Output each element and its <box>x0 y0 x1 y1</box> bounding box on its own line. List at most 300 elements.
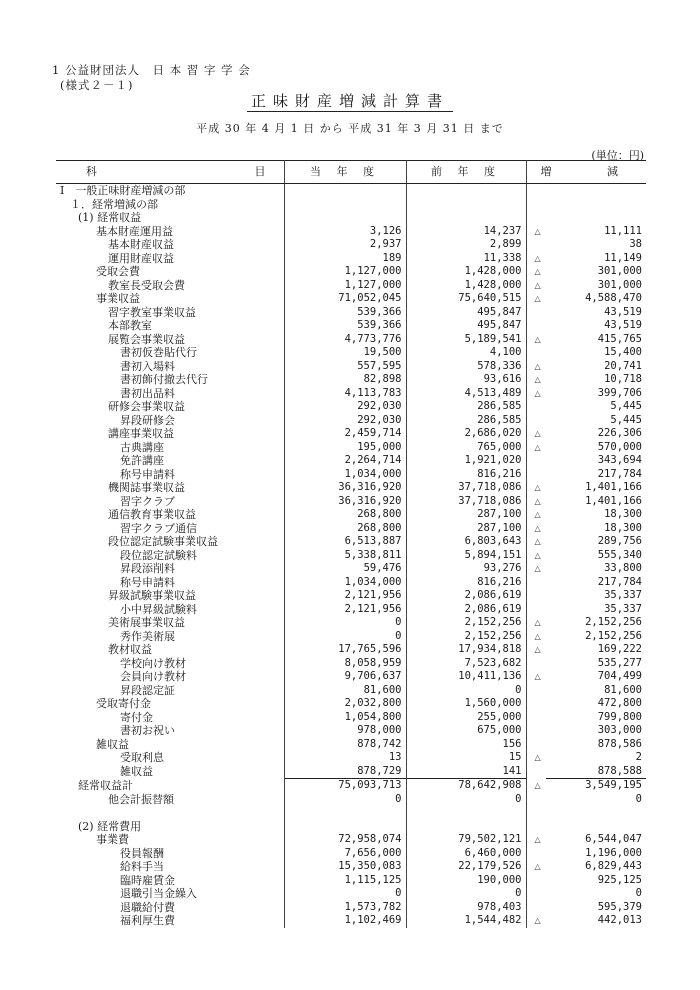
table-row <box>56 292 646 306</box>
table-row <box>56 306 646 320</box>
current-year-value: 6,513,887 <box>284 535 406 549</box>
current-year-value: 539,366 <box>284 319 406 333</box>
document-title: 正味財産増減計算書 <box>0 90 700 111</box>
current-year-value <box>284 820 406 834</box>
unit-label: (単位：円) <box>591 149 644 162</box>
prior-year-value: 2,086,619 <box>406 589 526 603</box>
change-value: 399,706 <box>597 386 642 399</box>
table-row <box>56 751 646 765</box>
prior-year-value: 78,642,908 <box>406 779 526 793</box>
prior-year-value: 37,718,086 <box>406 495 526 509</box>
col-header-change <box>526 161 646 184</box>
decrease-mark <box>526 589 546 603</box>
decrease-mark: △ <box>534 375 541 384</box>
change-value: 343,694 <box>597 454 642 466</box>
prior-year-value: 816,216 <box>406 576 526 590</box>
current-year-value: 19,500 <box>284 346 406 360</box>
table-row <box>56 860 646 874</box>
current-year-value: 268,800 <box>284 522 406 536</box>
table-row <box>56 901 646 915</box>
prior-year-value: 286,585 <box>406 400 526 414</box>
change-value: 301,000 <box>597 278 642 291</box>
current-year-value: 2,264,714 <box>284 454 406 468</box>
prior-year-value: 1,428,000 <box>406 265 526 279</box>
decrease-mark <box>526 346 546 360</box>
change-value: 301,000 <box>597 265 642 277</box>
decrease-mark <box>526 806 546 820</box>
table-row <box>56 198 646 212</box>
decrease-mark: △ <box>534 267 541 276</box>
decrease-mark <box>526 724 546 738</box>
prior-year-value: 2,152,256 <box>406 630 526 644</box>
prior-year-value: 141 <box>406 765 526 779</box>
table-row <box>56 522 646 536</box>
decrease-mark <box>526 847 546 861</box>
current-year-value: 1,054,800 <box>284 711 406 725</box>
decrease-mark: △ <box>534 523 541 533</box>
table-row <box>56 373 646 387</box>
current-year-value: 189 <box>284 252 406 266</box>
row-label: 運用財産収益 <box>56 252 284 266</box>
change-value: 0 <box>635 887 642 899</box>
col-header-change-a: 増 <box>540 165 558 178</box>
current-year-value: 539,366 <box>284 306 406 320</box>
row-label: 段位認定試験事業収益 <box>56 535 284 549</box>
prior-year-value: 1,428,000 <box>406 279 526 293</box>
col-header-prior: 前 年 度 <box>406 161 526 184</box>
prior-year-value: 286,585 <box>406 414 526 428</box>
table-row <box>56 319 646 333</box>
decrease-mark: △ <box>534 672 541 681</box>
row-label: 退職引当金繰入 <box>56 887 284 901</box>
decrease-mark <box>526 468 546 482</box>
decrease-mark: △ <box>534 550 541 560</box>
change-value <box>546 184 646 198</box>
prior-year-value: 1,544,482 <box>406 914 526 928</box>
row-label: 通信教育事業収益 <box>56 508 284 522</box>
change-value: 18,300 <box>604 521 642 534</box>
current-year-value: 8,058,959 <box>284 657 406 671</box>
prior-year-value: 816,216 <box>406 468 526 482</box>
row-label: 給料手当 <box>56 860 284 874</box>
current-year-value: 4,113,783 <box>284 387 406 401</box>
current-year-value: 82,898 <box>284 373 406 387</box>
row-label: 本部教室 <box>56 319 284 333</box>
row-label: 書初お祝い <box>56 724 284 738</box>
prior-year-value: 14,237 <box>406 225 526 239</box>
table-row <box>56 793 646 807</box>
change-value: 535,277 <box>597 656 642 669</box>
current-year-value: 2,459,714 <box>284 427 406 441</box>
table-row <box>56 576 646 590</box>
table-row <box>56 711 646 725</box>
decrease-mark: △ <box>534 862 541 871</box>
current-year-value: 978,000 <box>284 724 406 738</box>
row-label: 書初入場料 <box>56 360 284 374</box>
decrease-mark: △ <box>534 645 541 654</box>
row-label: 免許講座 <box>56 454 284 468</box>
row-label: 臨時雇賃金 <box>56 874 284 888</box>
current-year-value: 9,706,637 <box>284 670 406 684</box>
prior-year-value: 2,086,619 <box>406 603 526 617</box>
change-value: 43,519 <box>604 319 642 331</box>
form-number: (様式２－１) <box>60 78 134 92</box>
row-label: Ⅰ 一般正味財産増減の部 <box>56 184 284 198</box>
row-label: 美術展事業収益 <box>56 616 284 630</box>
table-row <box>56 184 646 198</box>
table-row <box>56 508 646 522</box>
current-year-value: 1,127,000 <box>284 279 406 293</box>
current-year-value: 557,595 <box>284 360 406 374</box>
change-value: 6,544,047 <box>585 833 642 845</box>
row-label: 会員向け教材 <box>56 670 284 684</box>
current-year-value: 268,800 <box>284 508 406 522</box>
table-row <box>56 603 646 617</box>
row-label: 事業収益 <box>56 292 284 306</box>
table-row <box>56 279 646 293</box>
prior-year-value: 978,403 <box>406 901 526 915</box>
table-row <box>56 562 646 576</box>
decrease-mark: △ <box>534 564 541 573</box>
prior-year-value: 4,513,489 <box>406 387 526 401</box>
prior-year-value: 0 <box>406 684 526 698</box>
current-year-value: 878,742 <box>284 738 406 752</box>
decrease-mark: △ <box>534 361 541 371</box>
table-row <box>56 400 646 414</box>
row-label: 秀作美術展 <box>56 630 284 644</box>
row-label: 受取利息 <box>56 751 284 765</box>
decrease-mark: △ <box>534 618 541 627</box>
prior-year-value <box>406 211 526 225</box>
change-value: 43,519 <box>604 305 642 318</box>
change-value: 415,765 <box>597 332 642 345</box>
current-year-value: 1,034,000 <box>284 576 406 590</box>
change-value: 38 <box>629 238 642 250</box>
table-row <box>56 847 646 861</box>
change-value: 570,000 <box>597 440 642 453</box>
current-year-value: 1,102,469 <box>284 914 406 928</box>
table-row <box>56 211 646 225</box>
prior-year-value: 10,411,136 <box>406 670 526 684</box>
current-year-value: 72,958,074 <box>284 833 406 847</box>
prior-year-value <box>406 820 526 834</box>
current-year-value: 75,093,713 <box>284 779 406 793</box>
prior-year-value: 75,640,515 <box>406 292 526 306</box>
change-value: 5,445 <box>610 400 642 412</box>
prior-year-value: 0 <box>406 793 526 807</box>
row-label: 古典講座 <box>56 441 284 455</box>
table-row <box>56 820 646 834</box>
change-value: 20,741 <box>604 359 642 372</box>
current-year-value <box>284 198 406 212</box>
current-year-value <box>284 184 406 198</box>
decrease-mark <box>526 211 546 225</box>
decrease-mark <box>526 765 546 779</box>
table-row <box>56 427 646 441</box>
row-label: 書初仮巻貼代行 <box>56 346 284 360</box>
table-row <box>56 874 646 888</box>
decrease-mark <box>526 738 546 752</box>
decrease-mark <box>526 454 546 468</box>
decrease-mark: △ <box>534 496 541 506</box>
prior-year-value: 495,847 <box>406 306 526 320</box>
current-year-value: 36,316,920 <box>284 495 406 509</box>
decrease-mark <box>526 603 546 617</box>
change-value: 217,784 <box>597 467 642 480</box>
row-label: １．経常増減の部 <box>56 198 284 212</box>
current-year-value: 17,765,596 <box>284 643 406 657</box>
decrease-mark: △ <box>534 388 541 398</box>
prior-year-value: 2,686,020 <box>406 427 526 441</box>
decrease-mark <box>526 684 546 698</box>
change-value: 1,401,166 <box>585 481 642 493</box>
prior-year-value: 6,803,643 <box>406 535 526 549</box>
change-value: 925,125 <box>597 873 642 886</box>
decrease-mark <box>526 657 546 671</box>
prior-year-value: 5,189,541 <box>406 333 526 347</box>
table-row <box>56 346 646 360</box>
decrease-mark: △ <box>534 429 541 438</box>
table-row <box>56 360 646 374</box>
decrease-mark <box>526 198 546 212</box>
table-row <box>56 670 646 684</box>
change-value: 217,784 <box>597 575 642 588</box>
change-value: 35,337 <box>604 589 642 601</box>
table-row <box>56 481 646 495</box>
table-row <box>56 616 646 630</box>
decrease-mark <box>526 400 546 414</box>
current-year-value: 15,350,083 <box>284 860 406 874</box>
table-header-row <box>56 161 646 184</box>
change-value: 878,586 <box>597 737 642 750</box>
prior-year-value: 1,921,020 <box>406 454 526 468</box>
decrease-mark <box>526 887 546 901</box>
change-value: 10,718 <box>604 373 642 385</box>
change-value: 169,222 <box>597 643 642 655</box>
prior-year-value: 15 <box>406 751 526 765</box>
change-value: 0 <box>635 792 642 805</box>
row-label: 昇段認定証 <box>56 684 284 698</box>
col-header-subject <box>56 161 284 184</box>
current-year-value: 5,338,811 <box>284 549 406 563</box>
col-header-change-b: 減 <box>607 165 624 178</box>
decrease-mark: △ <box>534 294 541 303</box>
prior-year-value <box>406 806 526 820</box>
prior-year-value: 0 <box>406 887 526 901</box>
current-year-value: 81,600 <box>284 684 406 698</box>
table-row <box>56 833 646 847</box>
row-label: 雑収益 <box>56 765 284 779</box>
decrease-mark <box>526 820 546 834</box>
change-value: 472,800 <box>597 697 642 709</box>
prior-year-value: 765,000 <box>406 441 526 455</box>
change-value: 555,340 <box>597 548 642 561</box>
row-label: 研修会事業収益 <box>56 400 284 414</box>
prior-year-value: 287,100 <box>406 522 526 536</box>
current-year-value <box>284 211 406 225</box>
change-value: 81,600 <box>604 683 642 696</box>
row-label: 福利厚生費 <box>56 914 284 928</box>
change-value: 704,499 <box>597 670 642 682</box>
prior-year-value: 190,000 <box>406 874 526 888</box>
current-year-value: 0 <box>284 887 406 901</box>
table-row <box>56 414 646 428</box>
row-label: 称号申請料 <box>56 468 284 482</box>
table-row <box>56 697 646 711</box>
prior-year-value: 93,276 <box>406 562 526 576</box>
current-year-value: 59,476 <box>284 562 406 576</box>
prior-year-value: 17,934,818 <box>406 643 526 657</box>
decrease-mark <box>526 184 546 198</box>
decrease-mark: △ <box>534 510 541 519</box>
current-year-value: 1,115,125 <box>284 874 406 888</box>
decrease-mark: △ <box>534 835 541 844</box>
table-row <box>56 387 646 401</box>
prior-year-value: 37,718,086 <box>406 481 526 495</box>
change-value: 289,756 <box>597 535 642 547</box>
current-year-value: 0 <box>284 630 406 644</box>
row-label: (2) 経常費用 <box>56 820 284 834</box>
row-label: 基本財産収益 <box>56 238 284 252</box>
decrease-mark: △ <box>534 780 541 790</box>
change-value: 4,588,470 <box>585 292 642 304</box>
current-year-value: 2,121,956 <box>284 603 406 617</box>
current-year-value: 292,030 <box>284 400 406 414</box>
row-label: 退職給付費 <box>56 901 284 915</box>
current-year-value: 195,000 <box>284 441 406 455</box>
prior-year-value: 2,152,256 <box>406 616 526 630</box>
change-value: 35,337 <box>604 602 642 615</box>
current-year-value: 0 <box>284 616 406 630</box>
current-year-value: 292,030 <box>284 414 406 428</box>
change-value <box>546 820 646 834</box>
row-label: 教材収益 <box>56 643 284 657</box>
current-year-value: 1,573,782 <box>284 901 406 915</box>
change-value: 799,800 <box>597 710 642 723</box>
table-row <box>56 252 646 266</box>
change-value: 878,588 <box>597 764 642 777</box>
prior-year-value: 11,338 <box>406 252 526 266</box>
decrease-mark <box>526 711 546 725</box>
current-year-value: 36,316,920 <box>284 481 406 495</box>
table-row <box>56 887 646 901</box>
row-label: 機関誌事業収益 <box>56 481 284 495</box>
row-label: 書初出品料 <box>56 387 284 401</box>
row-label: 展覧会事業収益 <box>56 333 284 347</box>
change-value: 5,445 <box>610 413 642 426</box>
current-year-value: 13 <box>284 751 406 765</box>
prior-year-value: 2,899 <box>406 238 526 252</box>
table-row <box>56 441 646 455</box>
row-label: 経常収益計 <box>56 779 284 793</box>
current-year-value: 2,121,956 <box>284 589 406 603</box>
row-label <box>56 806 284 820</box>
table-row <box>56 779 646 793</box>
row-label: 役員報酬 <box>56 847 284 861</box>
change-value: 18,300 <box>604 508 642 520</box>
prior-year-value: 7,523,682 <box>406 657 526 671</box>
change-value: 2,152,256 <box>585 616 642 628</box>
row-label: 昇段添削料 <box>56 562 284 576</box>
table-row <box>56 333 646 347</box>
row-label: 学校向け教材 <box>56 657 284 671</box>
change-value: 3,549,195 <box>546 779 646 793</box>
row-label: 称号申請料 <box>56 576 284 590</box>
table-row <box>56 495 646 509</box>
decrease-mark: △ <box>534 916 541 925</box>
change-value: 33,800 <box>604 562 642 574</box>
decrease-mark: △ <box>534 253 541 263</box>
prior-year-value: 93,616 <box>406 373 526 387</box>
change-value <box>546 198 646 212</box>
row-label: 習字教室事業収益 <box>56 306 284 320</box>
col-header-subject-a: 科 <box>86 165 97 178</box>
prior-year-value: 287,100 <box>406 508 526 522</box>
row-label: 習字クラブ通信 <box>56 522 284 536</box>
decrease-mark: △ <box>534 483 541 492</box>
decrease-mark: △ <box>534 442 541 452</box>
decrease-mark: △ <box>534 334 541 344</box>
prior-year-value: 5,894,151 <box>406 549 526 563</box>
current-year-value: 71,052,045 <box>284 292 406 306</box>
current-year-value: 2,032,800 <box>284 697 406 711</box>
prior-year-value <box>406 198 526 212</box>
table-row <box>56 914 646 928</box>
table-row <box>56 806 646 820</box>
change-value: 6,829,443 <box>585 860 642 872</box>
decrease-mark <box>526 576 546 590</box>
table-row <box>56 630 646 644</box>
prior-year-value: 495,847 <box>406 319 526 333</box>
change-value: 15,400 <box>604 346 642 358</box>
row-label: 教室長受取会費 <box>56 279 284 293</box>
table-row <box>56 454 646 468</box>
table-row <box>56 684 646 698</box>
current-year-value: 4,773,776 <box>284 333 406 347</box>
row-label: 昇段研修会 <box>56 414 284 428</box>
statement-table <box>56 160 646 928</box>
row-label: 習字クラブ <box>56 495 284 509</box>
change-value: 11,111 <box>604 224 642 237</box>
current-year-value: 0 <box>284 793 406 807</box>
prior-year-value <box>406 184 526 198</box>
prior-year-value: 156 <box>406 738 526 752</box>
decrease-mark: △ <box>534 631 541 641</box>
organization-line: 1 公益財団法人 日 本 習 字 学 会 <box>52 63 251 77</box>
table-row <box>56 238 646 252</box>
change-value: 2 <box>635 751 642 763</box>
table-row <box>56 535 646 549</box>
current-year-value <box>284 806 406 820</box>
table-row <box>56 225 646 239</box>
decrease-mark: △ <box>534 226 541 236</box>
current-year-value: 1,034,000 <box>284 468 406 482</box>
decrease-mark: △ <box>534 280 541 290</box>
change-value: 1,401,166 <box>585 494 642 507</box>
table-row <box>56 738 646 752</box>
change-value: 11,149 <box>604 251 642 264</box>
change-value <box>546 211 646 225</box>
current-year-value: 7,656,000 <box>284 847 406 861</box>
col-header-subject-b: 目 <box>254 165 266 178</box>
change-value: 595,379 <box>597 900 642 913</box>
col-header-current: 当 年 度 <box>284 161 406 184</box>
row-label: 事業費 <box>56 833 284 847</box>
row-label: 段位認定試験料 <box>56 549 284 563</box>
row-label: 基本財産運用益 <box>56 225 284 239</box>
current-year-value: 1,127,000 <box>284 265 406 279</box>
table-row <box>56 265 646 279</box>
